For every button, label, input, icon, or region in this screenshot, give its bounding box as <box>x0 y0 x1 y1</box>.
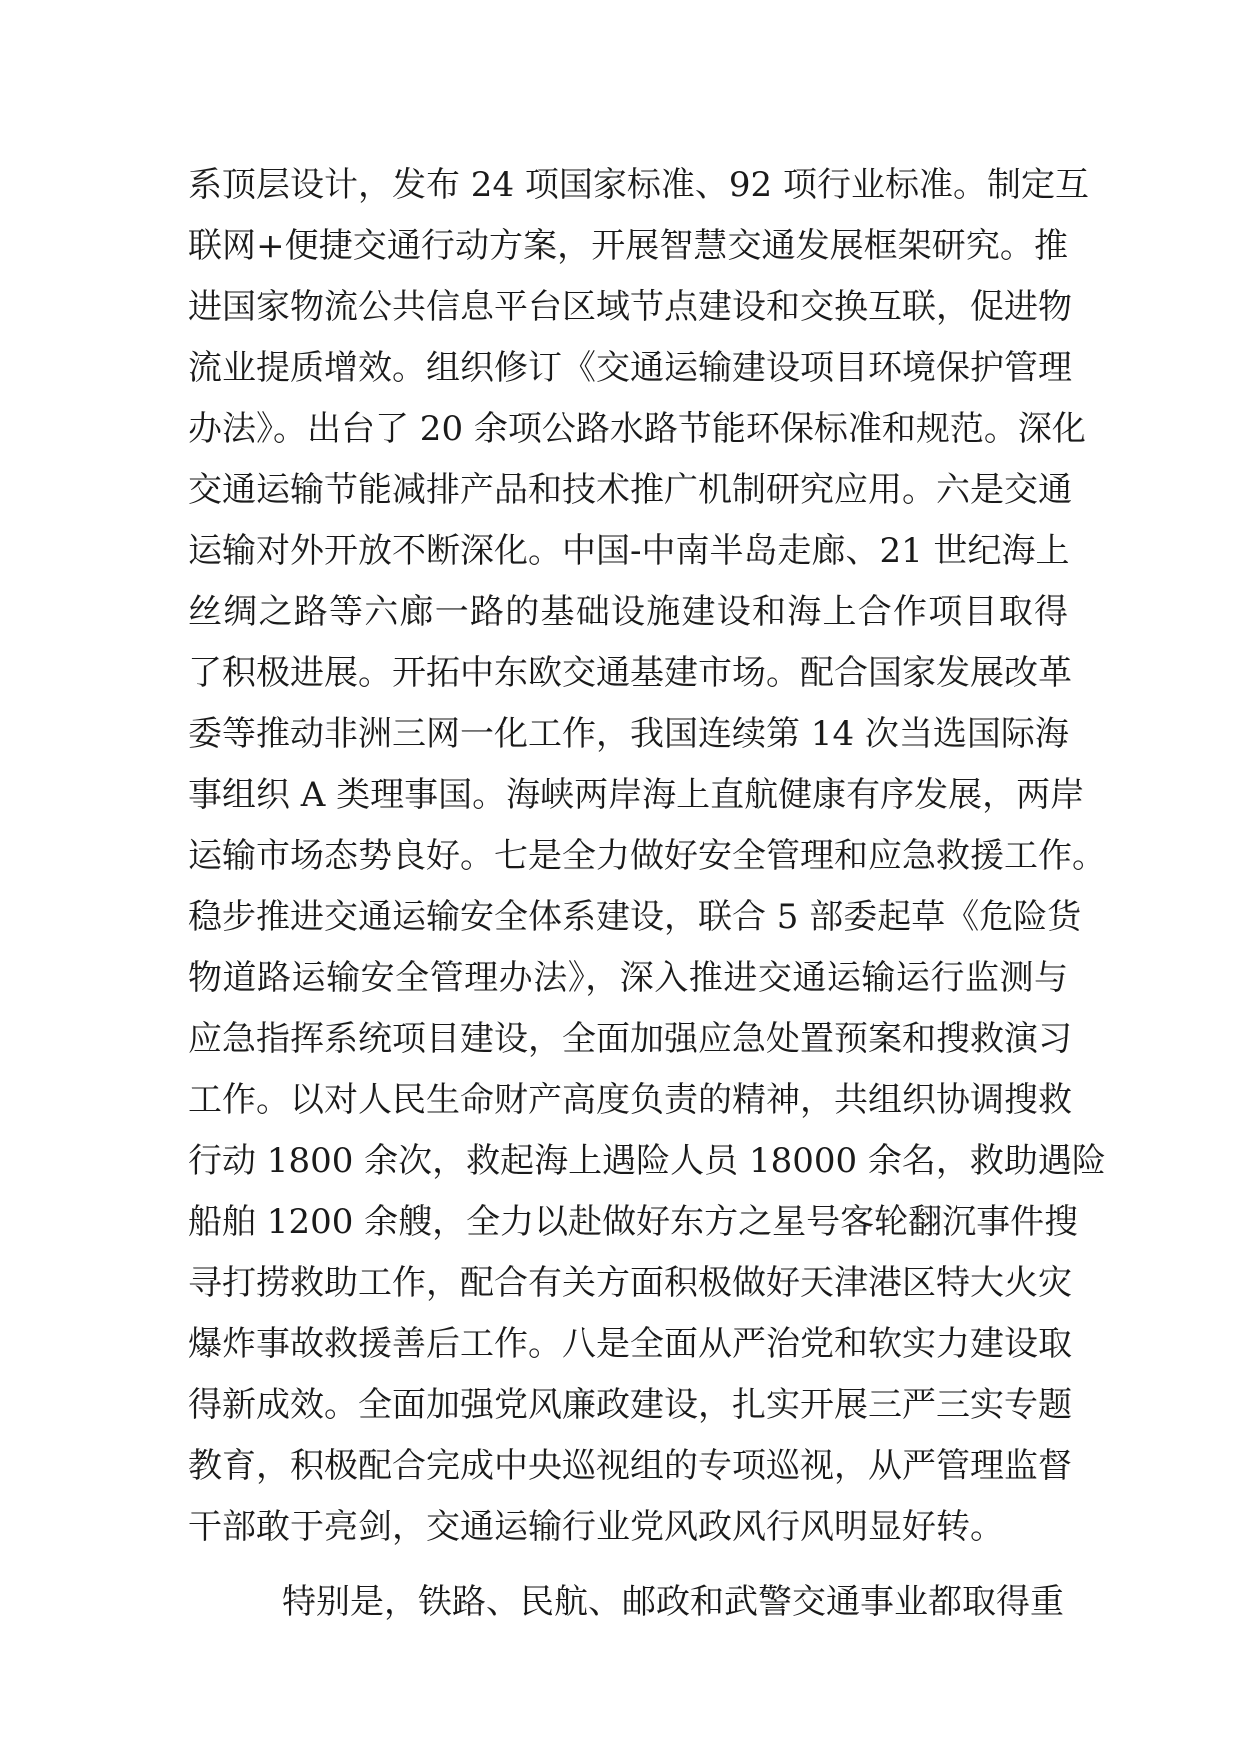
text-line: 工作。以对人民生命财产高度负责的精神，共组织协调搜救 <box>188 1080 1072 1120</box>
text-line: 委等推动非洲三网一化工作，我国连续第 14 次当选国际海 <box>188 714 1069 754</box>
text-line: 联网+便捷交通行动方案，开展智慧交通发展框架研究。推 <box>188 226 1068 266</box>
text-line: 进国家物流公共信息平台区域节点建设和交换互联，促进物 <box>188 287 1072 327</box>
text-line: 干部敢于亮剑，交通运输行业党风政风行风明显好转。 <box>188 1507 1004 1547</box>
paragraph <box>188 155 1106 1558</box>
text-line: 寻打捞救助工作，配合有关方面积极做好天津港区特大火灾 <box>188 1263 1072 1303</box>
text-line: 得新成效。全面加强党风廉政建设，扎实开展三严三实专题 <box>188 1385 1072 1425</box>
text-line: 稳步推进交通运输安全体系建设，联合 5 部委起草《危险货 <box>188 897 1082 937</box>
text-line: 交通运输节能减排产品和技术推广机制研究应用。六是交通 <box>188 470 1072 510</box>
body-text <box>188 155 1106 1633</box>
paragraph-spacing <box>188 1558 1068 1572</box>
text-line: 了积极进展。开拓中东欧交通基建市场。配合国家发展改革 <box>188 653 1072 693</box>
text-line: 行动 1800 余次，救起海上遇险人员 18000 余名，救助遇险 <box>188 1141 1106 1181</box>
text-line: 流业提质增效。组织修订《交通运输建设项目环境保护管理 <box>188 348 1072 388</box>
text-line: 系顶层设计，发布 24 项国家标准、92 项行业标准。制定互 <box>188 165 1089 205</box>
text-line: 运输市场态势良好。七是全力做好安全管理和应急救援工作。 <box>188 836 1106 876</box>
text-line: 应急指挥系统项目建设，全面加强应急处置预案和搜救演习 <box>188 1019 1072 1059</box>
text-line: 物道路运输安全管理办法》，深入推进交通运输运行监测与 <box>188 958 1068 998</box>
text-line: 爆炸事故救援善后工作。八是全面从严治党和软实力建设取 <box>188 1324 1072 1364</box>
text-line: 办法》。出台了 20 余项公路水路节能环保标准和规范。深化 <box>188 409 1086 449</box>
text-line: 丝绸之路等六廊一路的基础设施建设和海上合作项目取得 <box>188 592 1068 632</box>
text-line: 教育，积极配合完成中央巡视组的专项巡视，从严管理监督 <box>188 1446 1072 1486</box>
text-line: 船舶 1200 余艘，全力以赴做好东方之星号客轮翻沉事件搜 <box>188 1202 1079 1242</box>
text-line: 事组织 A 类理事国。海峡两岸海上直航健康有序发展，两岸 <box>188 775 1085 815</box>
text-line: 特别是，铁路、民航、邮政和武警交通事业都取得重 <box>282 1582 1064 1622</box>
paragraph <box>188 1572 1068 1633</box>
text-line: 运输对外开放不断深化。中国-中南半岛走廊、21 世纪海上 <box>188 531 1070 571</box>
